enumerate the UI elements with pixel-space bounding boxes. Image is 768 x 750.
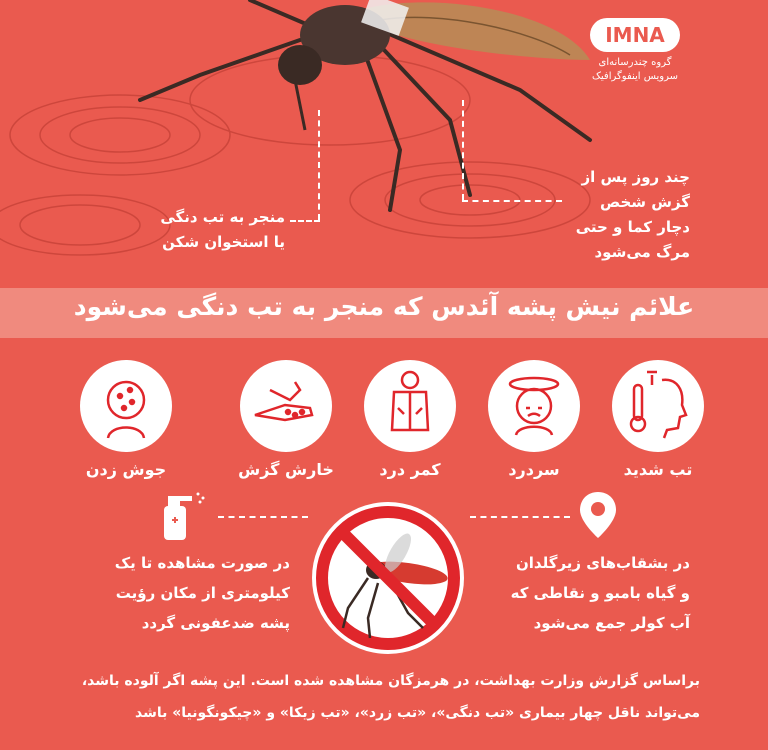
callout-left-line1: منجر به تب دنگی: [160, 208, 285, 226]
thermometer-fever-icon: [612, 360, 704, 452]
tip-left-line2: کیلومتری از مکان رؤیت: [115, 584, 290, 602]
callout-right-line: [462, 100, 464, 200]
skin-rash-icon: [80, 360, 172, 452]
callout-right-line1: چند روز پس از: [581, 168, 690, 186]
callout-left-hline: [290, 220, 320, 222]
footer-line1: براساس گزارش وزارت بهداشت، در هرمزگان مشاهده شده است. این پشه اگر آلوده باشد،: [81, 673, 700, 689]
tip-right-line2: و گیاه بامبو و نقاطی که: [510, 584, 690, 602]
tip-left: [80, 548, 290, 638]
callout-right-line3: دچار کما و حتی: [575, 218, 690, 236]
callout-right-line2: گزش شخص: [600, 193, 690, 211]
symptom-label-fever: تب شدید: [623, 460, 693, 479]
no-mosquito-sign: [308, 498, 468, 658]
callout-left-line2: یا استخوان شکن: [162, 233, 285, 251]
tip-right-line1: در بشقاب‌های زیرگلدان: [515, 554, 690, 572]
symptom-label-headache: سردرد: [508, 460, 560, 479]
callout-right: [560, 165, 690, 265]
footer-line2: می‌تواند ناقل چهار بیماری «تب دنگی»، «تب زرد»، «تب زیکا» و «چیکونگونیا» باشد: [134, 705, 700, 721]
tip-right: [480, 548, 690, 638]
callout-right-line4: مرگ می‌شود: [594, 243, 690, 261]
callout-right-hline: [462, 200, 562, 202]
callout-left-line: [318, 110, 320, 220]
tip-left-line3: پشه ضدعفونی گردد: [141, 614, 290, 632]
spray-bottle-icon: [150, 484, 210, 544]
tip-right-line3: آب کولر جمع می‌شود: [533, 614, 690, 632]
symptom-label-back-pain: کمر درد: [379, 460, 441, 479]
brand-line2: سرویس اینفوگرافیک: [591, 71, 679, 82]
brand-line1: گروه چندرسانه‌ای: [598, 57, 672, 68]
connector-right: [470, 516, 570, 518]
logo-text: IMNA: [605, 23, 665, 47]
brand-logo: [590, 18, 680, 52]
symptom-label-rash: جوش زدن: [85, 460, 167, 479]
headache-icon: [488, 360, 580, 452]
itching-bite-icon: [240, 360, 332, 452]
banner-title: علائم نیش پشه آئدس که منجر به تب دنگی می‌شود: [73, 292, 695, 321]
tip-left-line1: در صورت مشاهده تا یک: [114, 554, 290, 572]
callout-left: [125, 205, 285, 255]
back-pain-icon: [364, 360, 456, 452]
symptom-label-itching: خارش گزش: [238, 460, 334, 479]
location-pin-icon: [578, 490, 618, 540]
connector-left: [218, 516, 308, 518]
